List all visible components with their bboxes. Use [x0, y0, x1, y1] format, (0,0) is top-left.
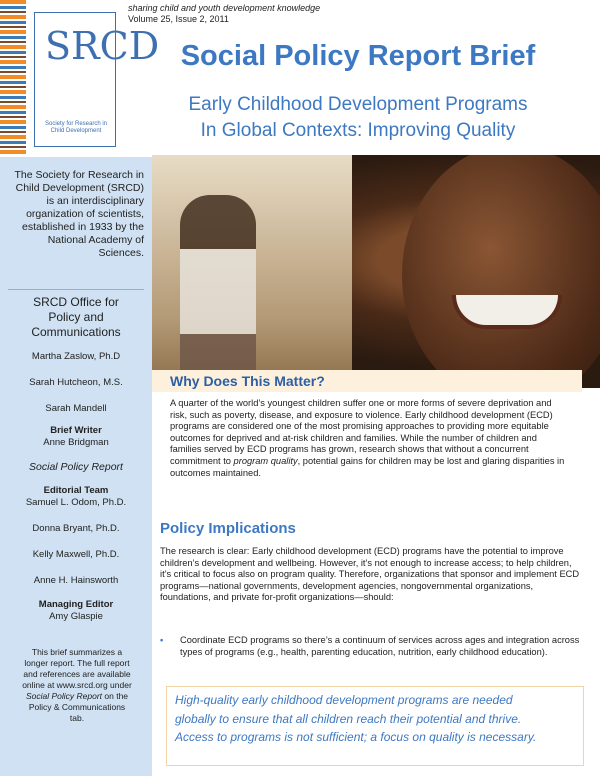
subtitle-line: Early Childhood Development Programs — [188, 94, 528, 115]
bullet-text: Coordinate ECD programs so there’s a continuum of services across ages and integration across types of programs (e.g., health, parenting education, nutrition, early childhood education). — [180, 635, 580, 657]
issue-info: Volume 25, Issue 2, 2011 — [128, 14, 229, 24]
subtitle-line: In Global Contexts: Improving Quality — [200, 120, 516, 141]
report-subtitle — [128, 92, 588, 144]
editor-name: Kelly Maxwell, Ph.D. — [32, 549, 120, 560]
brief-writer-name: Anne Bridgman — [43, 437, 109, 448]
tagline: sharing child and youth development knowledge — [128, 3, 321, 13]
callout-line: High-quality early childhood development programs are needed — [175, 693, 513, 707]
why-text: A quarter of the world’s youngest children suffer one or more forms of severe deprivation and risk, such as poverty, disease, and exposure to violence. Early childhood development (ECD) programs are considered one of the most promising approaches to providing more equitable outcomes for deprived and at-risk children and families. While the number of children and families served by ECD programs has grown, research shows that without a concurrent commitment to — [170, 398, 553, 466]
logo-letters: SRCD — [45, 24, 160, 68]
policy-heading: Policy Implications — [160, 520, 296, 537]
managing-name: Amy Glaspie — [49, 611, 103, 622]
why-italic: program quality — [233, 455, 298, 466]
note-text-end: on the Policy & Communications tab. — [28, 691, 129, 723]
sidebar-divider — [8, 289, 144, 290]
brief-writer-label: Brief Writer — [50, 425, 102, 436]
quote-callout — [166, 686, 584, 766]
why-heading: Why Does This Matter? — [152, 370, 582, 392]
why-text-end: , potential gains for children may be lost and glaring disparities in outcomes maintained. — [170, 455, 565, 478]
editor-name: Samuel L. Odom, Ph.D. — [25, 497, 127, 508]
cover-photo — [152, 155, 600, 388]
bullet-icon: • — [160, 635, 164, 645]
photo-smile — [452, 295, 562, 329]
office-line: Policy and — [48, 310, 104, 324]
office-line: Communications — [31, 325, 121, 339]
decorative-stripes — [0, 0, 26, 155]
why-body — [170, 398, 570, 479]
editor-name: Anne H. Hainsworth — [33, 575, 119, 586]
photo-child-face — [402, 155, 600, 388]
note-italic: Social Policy Report — [25, 691, 103, 701]
logo-caption: Society for Research in Child Development — [44, 121, 108, 134]
staff-name: Sarah Hutcheon, M.S. — [29, 377, 123, 388]
srcd-logo — [34, 12, 160, 147]
managing-label: Managing Editor — [38, 599, 114, 610]
staff-name: Sarah Mandell — [45, 403, 107, 414]
policy-body: The research is clear: Early childhood development (ECD) programs have the potential to improve children’s development and wellbeing. However, it’s not enough to increase access; to help children, it’s critical to focus also on program quality. Therefore, organizations that sponsor and implement ECD programs—national governments, development agencies, nongovernmental organizations, foundations, and private for-profit organizations—should: — [160, 546, 580, 603]
note-text: This brief summarizes a longer report. The full report and references are available online at www.srcd.org under — [22, 647, 132, 690]
office-heading — [0, 295, 152, 340]
why-section — [152, 370, 582, 520]
callout-line: Access to programs is not sufficient; a focus on quality is necessary. — [175, 730, 537, 744]
report-title: Social Policy Report Brief — [180, 40, 536, 72]
office-line: SRCD Office for — [33, 295, 119, 309]
brief-note — [22, 645, 132, 745]
staff-name: Martha Zaslow, Ph.D — [31, 351, 121, 362]
callout-line: globally to ensure that all children reach their potential and thrive. — [175, 711, 522, 726]
editor-name: Donna Bryant, Ph.D. — [32, 523, 120, 534]
editorial-label: Editorial Team — [43, 485, 109, 496]
srcd-about: The Society for Research in Child Development (SRCD) is an interdisciplinary organization of scientists, established in 1933 by the National Academy of Sciences. — [14, 169, 144, 259]
sidebar — [0, 157, 152, 776]
spr-label: Social Policy Report — [29, 461, 123, 473]
photo-child-background — [180, 195, 256, 388]
